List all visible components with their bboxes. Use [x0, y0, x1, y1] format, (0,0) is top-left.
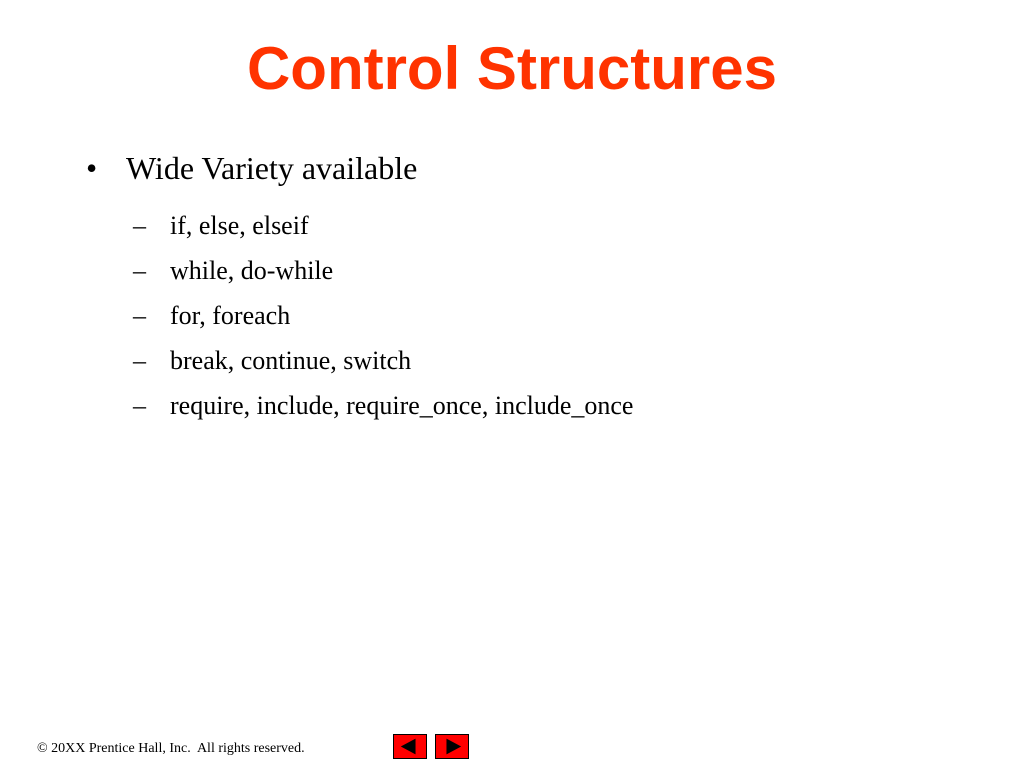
- sub-bullet-list: [133, 203, 633, 428]
- copyright-footer: [37, 741, 305, 757]
- sub-bullet-text: require, include, require_once, include_once: [170, 391, 634, 420]
- sub-bullet-item: [133, 248, 633, 293]
- sub-bullet-text: break, continue, switch: [170, 346, 412, 375]
- sub-bullet-item: [133, 338, 633, 383]
- sub-bullet-text: for, foreach: [170, 301, 291, 330]
- bullet-item: [86, 148, 417, 188]
- bullet-dot-icon: •: [86, 150, 98, 186]
- sub-bullet-text: while, do-while: [170, 256, 334, 285]
- triangle-right-icon: [436, 735, 468, 758]
- dash-icon: –: [133, 346, 146, 375]
- sub-bullet-item: [133, 293, 633, 338]
- sub-bullet-item: [133, 203, 633, 248]
- dash-icon: –: [133, 211, 146, 240]
- copyright-text: 20XX Prentice Hall, Inc. All rights reserved.: [51, 741, 305, 756]
- copyright-symbol: ©: [37, 741, 48, 756]
- dash-icon: –: [133, 391, 146, 420]
- sub-bullet-text: if, else, elseif: [170, 211, 309, 240]
- triangle-left-icon: [394, 735, 426, 758]
- slide-title: Control Structures: [246, 35, 778, 102]
- previous-slide-button[interactable]: [393, 734, 427, 759]
- bullet-list: [86, 148, 634, 420]
- dash-icon: –: [133, 256, 146, 285]
- dash-icon: –: [133, 301, 146, 330]
- sub-bullet-item: [133, 383, 633, 428]
- bullet-text: Wide Variety available: [126, 150, 418, 186]
- next-slide-button[interactable]: [435, 734, 469, 759]
